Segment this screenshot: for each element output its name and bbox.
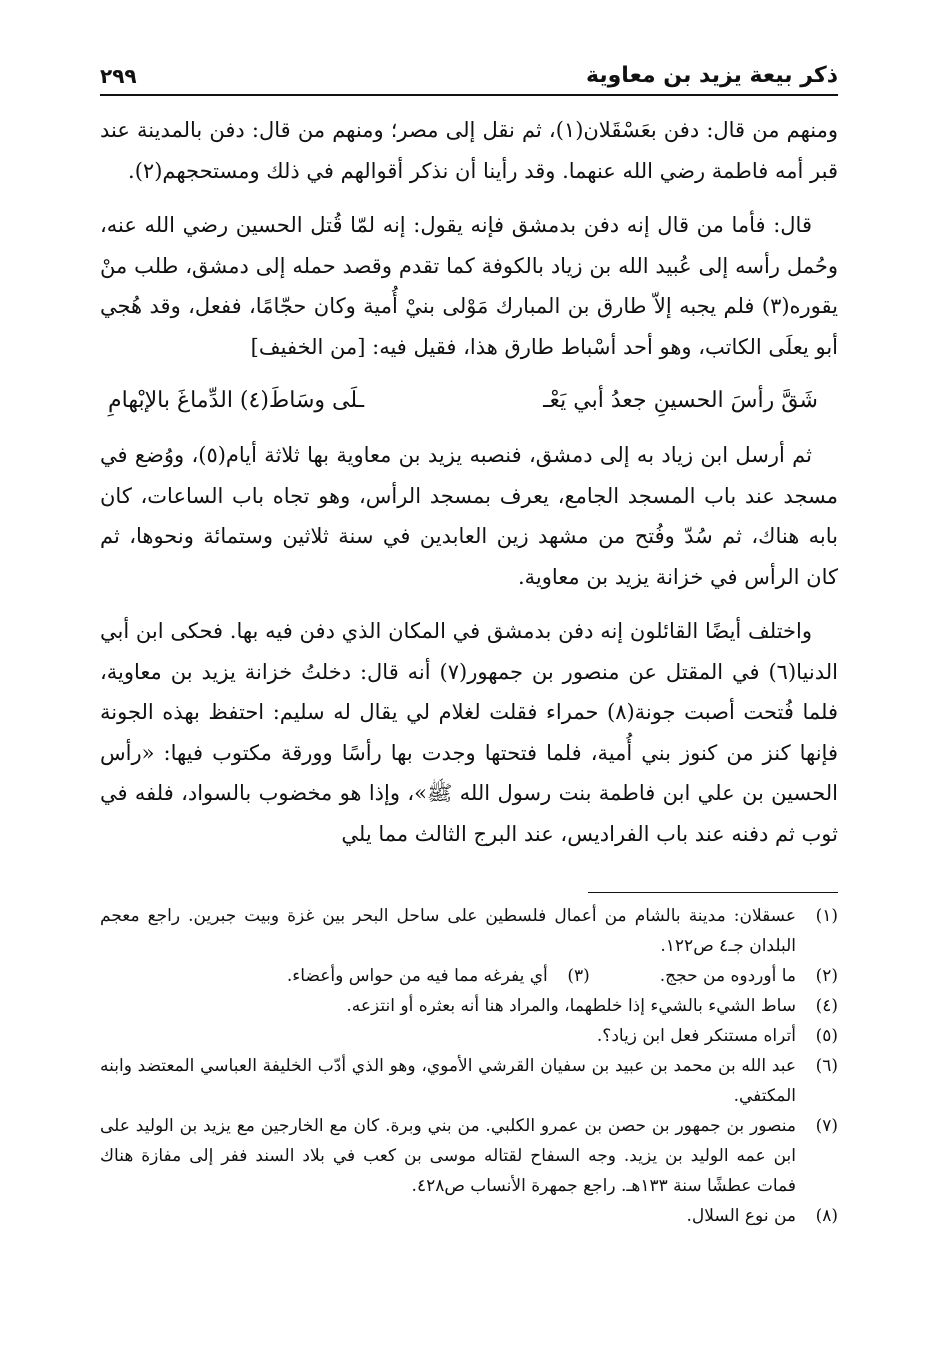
- footnote-text: ساط الشيء بالشيء إذا خلطهما، والمراد هنا أنه بعثره أو انتزعه.: [346, 996, 796, 1016]
- footnote-rule: [588, 892, 838, 893]
- paragraph-1: ومنهم من قال: دفن بعَسْقَلان(١)، ثم نقل إلى مصر؛ ومنهم من قال: دفن بالمدينة عند قبر أمه فاطمة رضي الله عنهما. وقد رأينا أن نذكر أقوالهم في ذلك ومستحجهم(٢).: [100, 118, 838, 183]
- footnote-number: (١): [815, 906, 838, 926]
- footnote-text: عسقلان: مدينة بالشام من أعمال فلسطين على ساحل البحر بين غزة وبيت جبرين. راجع معجم البلدان جـ٤ ص١٢٢.: [100, 906, 796, 956]
- footnote-5: [100, 1021, 838, 1051]
- footnote-text: أي يفرغه مما فيه من حواس وأعضاء.: [286, 966, 548, 986]
- footnote-7: [100, 1111, 838, 1201]
- footnote-text: أتراه مستنكر فعل ابن زياد؟.: [596, 1026, 796, 1046]
- footnote-number: (٣): [567, 966, 590, 986]
- footnote-text: منصور بن جمهور بن حصن بن عمرو الكلبي. من بني وبرة. كان مع الخارجين مع يزيد بن الوليد على ابن عمه الوليد بن يزيد. وجه السفاح لقتاله موسى بن كعب في بلاد السند ففر إلى مفازة هناك فمات عطشًا سنة ١٣٣هـ. راجع جمهرة الأنساب ص٤٢٨.: [100, 1116, 796, 1196]
- footnote-text: من نوع السلال.: [686, 1206, 796, 1226]
- header-rule: [100, 94, 838, 96]
- body-text: [100, 110, 838, 854]
- footnote-1: [100, 901, 838, 961]
- footnote-8: [100, 1201, 838, 1231]
- footnote-text: عبد الله بن محمد بن عبيد بن سفيان القرشي الأموي، وهو الذي أدّب الخليفة العباسي المعتضد وابنه المكتفي.: [100, 1056, 796, 1106]
- footnote-2-3: [100, 961, 838, 991]
- verse-hemistich-first: شَقَّ رأسَ الحسينِ جعدُ أبي يَعْـ: [543, 388, 818, 413]
- paragraph-3: ثم أرسل ابن زياد به إلى دمشق، فنصبه يزيد بن معاوية بها ثلاثة أيام(٥)، ووُضع في مسجد عند باب المسجد الجامع، يعرف بمسجد الرأس، وهو تجاه باب الساعات، كان بابه هناك، ثم سُدّ وفُتح من مشهد زين العابدين في سنة ثلاثين وستمائة ونحوها، ثم كان الرأس في خزانة يزيد بن معاوية.: [100, 443, 838, 589]
- footnote-number: (٥): [815, 1026, 838, 1046]
- footnotes: [100, 901, 838, 1231]
- page-number: ٢٩٩: [100, 64, 137, 88]
- verse-hemistich-second: ـلَى وسَاطَ(٤) الدِّماغَ بالإبْهامِ: [108, 388, 365, 413]
- footnote-4: [100, 991, 838, 1021]
- poem-verse: [100, 377, 838, 425]
- footnote-number: (٤): [815, 996, 838, 1016]
- paragraph-2: قال: فأما من قال إنه دفن بدمشق فإنه يقول: إنه لمّا قُتل الحسين رضي الله عنه، وحُمل رأسه إلى عُبيد الله بن زياد بالكوفة كما تقدم وقصد حمله إلى دمشق، طلب منْ يقوره(٣) فلم يجبه إلاّ طارق بن المبارك مَوْلى بنيْ أُمية وكان حجّامًا، ففعل، وقد هُجي أبو يعلَى الكاتب، وهو أحد أسْباط طارق هذا، فقيل فيه: [من الخفيف]: [100, 213, 838, 359]
- footnote-number: (٢): [815, 966, 838, 986]
- footnote-text: ما أوردوه من حجج.: [659, 966, 796, 986]
- chapter-title: ذكر بيعة يزيد بن معاوية: [586, 63, 838, 88]
- footnote-number: (٦): [815, 1056, 838, 1076]
- footnote-number: (٨): [815, 1206, 838, 1226]
- footnote-number: (٧): [815, 1116, 838, 1136]
- running-header: [100, 56, 838, 88]
- footnote-6: [100, 1051, 838, 1111]
- paragraph-4: واختلف أيضًا القائلون إنه دفن بدمشق في المكان الذي دفن فيه بها. فحكى ابن أبي الدنيا(٦) في المقتل عن منصور بن جمهور(٧) أنه قال: دخلتُ خزانة يزيد بن معاوية، فلما فُتحت أصبت جونة(٨) حمراء فقلت لغلام لي يقال له سليم: احتفظ بهذه الجونة فإنها كنز من كنوز بني أُمية، فلما فتحتها وجدت بها رأسًا وورقة مكتوب فيها: «رأس الحسين بن علي ابن فاطمة بنت رسول الله ﷺ»، وإذا هو مخضوب بالسواد، فلفه في ثوب ثم دفنه عند باب الفراديس، عند البرج الثالث مما يلي: [100, 619, 838, 846]
- footnote-gap: [590, 961, 660, 991]
